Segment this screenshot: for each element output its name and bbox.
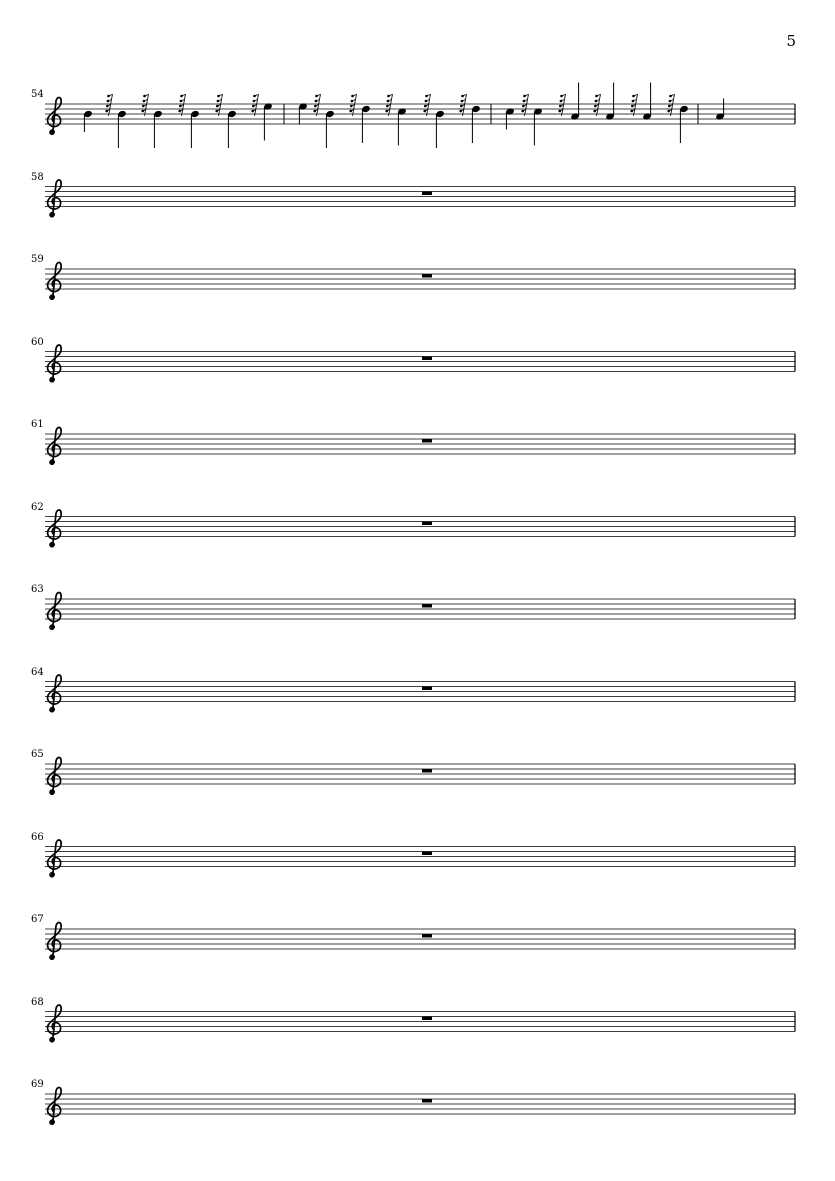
measure-number: 67 [31, 914, 44, 925]
page-number: 5 [786, 32, 796, 50]
measure-number: 58 [31, 171, 44, 183]
treble-clef-icon [48, 1087, 62, 1124]
staff-lines [45, 1094, 795, 1114]
measure-number: 66 [31, 831, 44, 843]
measure-number: 62 [31, 501, 44, 513]
measure-number: 60 [31, 336, 44, 348]
measure-number: 64 [31, 666, 44, 678]
measure-number: 65 [31, 749, 44, 760]
whole-rest-icon [422, 1099, 432, 1103]
measure-number: 61 [31, 419, 44, 430]
measure-number: 54 [31, 89, 44, 100]
measure-number: 63 [31, 584, 44, 595]
measure-number: 68 [31, 996, 44, 1008]
measure-number: 59 [31, 254, 44, 265]
measure-number: 69 [31, 1079, 44, 1090]
